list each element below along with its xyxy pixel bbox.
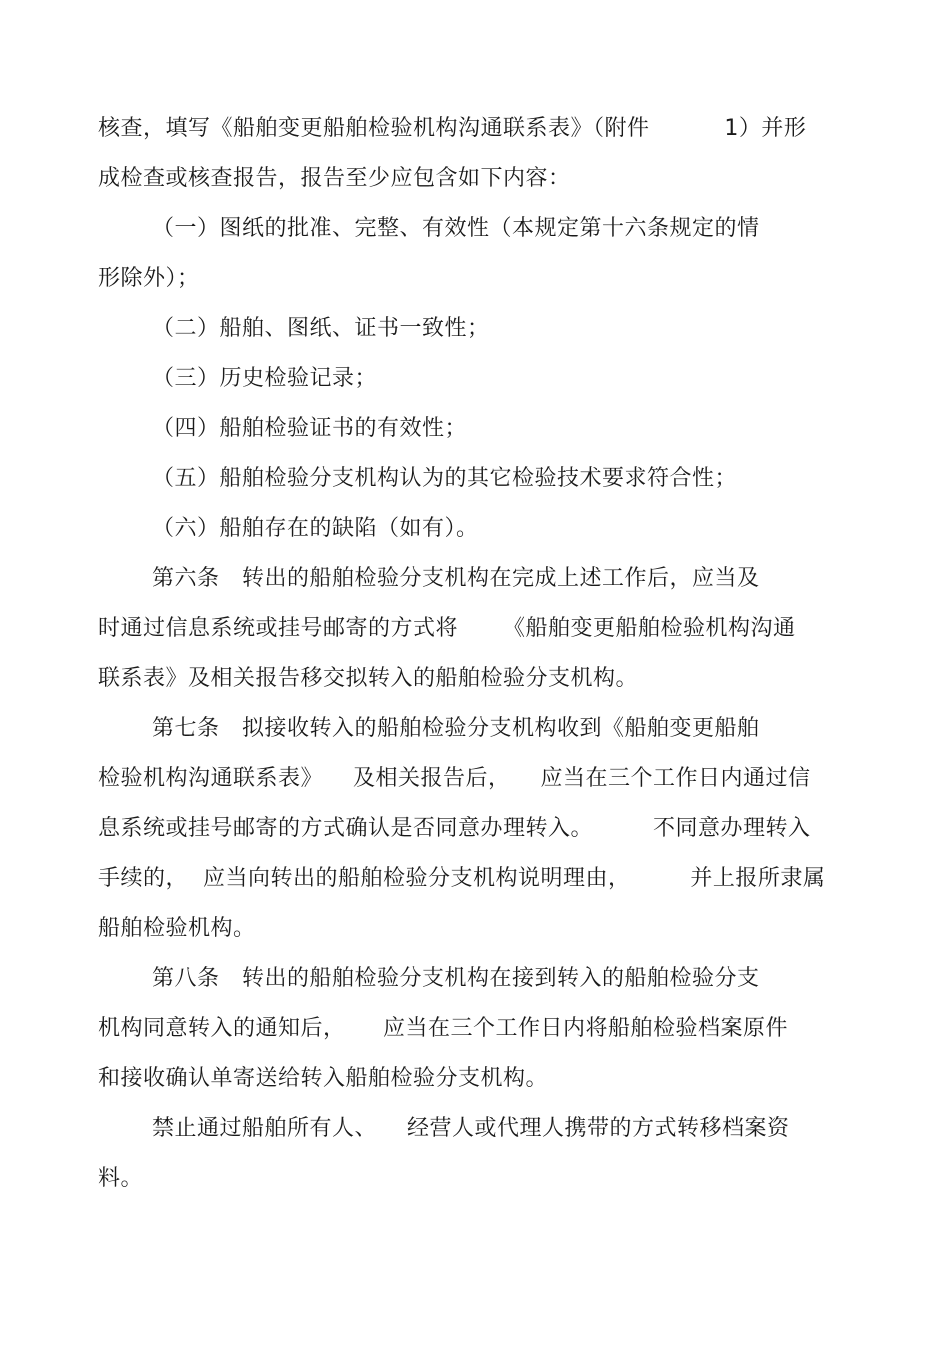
list-item-line: （六）船舶存在的缺陷（如有）。 [152,516,479,541]
article-8-line: 第八条 转出的船舶检验分支机构在接到转入的船舶检验分支 [152,966,760,991]
article-7-line: 手续的， 应当向转出的船舶检验分支机构说明理由， 并上报所隶属 [98,866,826,891]
article-6-line: 第六条 转出的船舶检验分支机构在完成上述工作后，应当及 [152,566,760,591]
article-6-line: 联系表》及相关报告移交拟转入的船舶检验分支机构。 [98,666,639,691]
article-8-line: 和接收确认单寄送给转入船舶检验分支机构。 [98,1066,549,1091]
article-7-line: 船舶检验机构。 [98,916,256,941]
article-7-line: 检验机构沟通联系表》 及相关报告后， 应当在三个工作日内通过信 [98,766,811,791]
paragraph-line: 核查，填写《船舶变更船舶检验机构沟通联系表》（附件 1）并形 [98,116,807,141]
list-item-line: （五）船舶检验分支机构认为的其它检验技术要求符合性； [152,466,738,491]
closing-paragraph-line: 禁止通过船舶所有人、 经营人或代理人携带的方式转移档案资 [152,1116,790,1141]
article-7-line: 第七条 拟接收转入的船舶检验分支机构收到《船舶变更船舶 [152,716,760,741]
article-8-line: 机构同意转入的通知后， 应当在三个工作日内将船舶检验档案原件 [98,1016,788,1041]
list-item-line: （四）船舶检验证书的有效性； [152,416,468,441]
list-item-line: （二）船舶、图纸、证书一致性； [152,316,490,341]
list-item-line: （一）图纸的批准、完整、有效性（本规定第十六条规定的情 [152,216,760,241]
closing-paragraph-line: 料。 [98,1166,144,1191]
paragraph-line: 成检查或核查报告，报告至少应包含如下内容： [98,166,571,191]
article-7-line: 息系统或挂号邮寄的方式确认是否同意办理转入。 不同意办理转入 [98,816,811,841]
list-item-line: （三）历史检验记录； [152,366,378,391]
article-6-line: 时通过信息系统或挂号邮寄的方式将 《船舶变更船舶检验机构沟通 [98,616,796,641]
list-item-line: 形除外）； [98,266,200,291]
